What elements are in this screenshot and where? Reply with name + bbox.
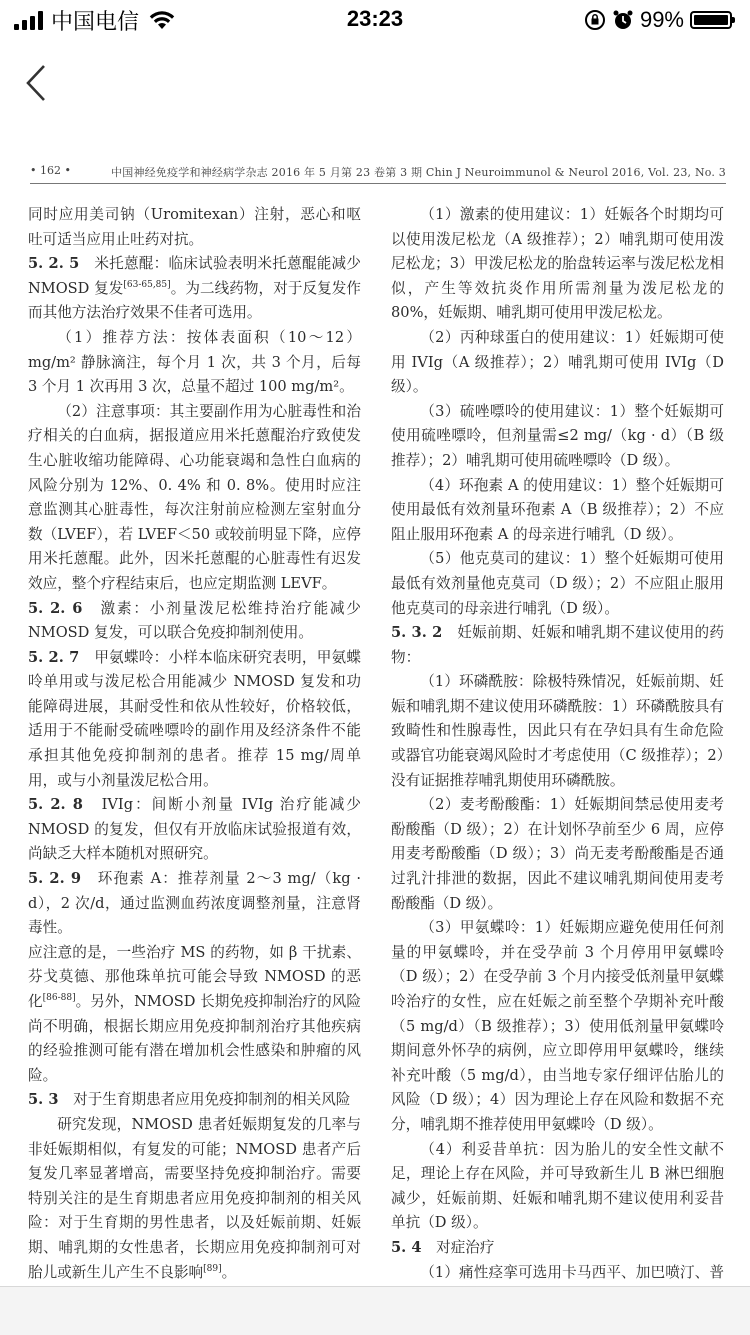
paragraph-text: 对症治疗 [436, 1238, 495, 1256]
paragraph [28, 203, 361, 252]
paragraph [391, 916, 724, 1137]
page-number: • 162 • [30, 164, 71, 177]
battery-icon [690, 11, 732, 29]
paragraph-text: （4）环孢素 A 的使用建议：1）整个妊娠期可使用最低有效剂量环孢素 A（B 级推荐）；2）不应阻止服用环孢素 A 的母亲进行哺乳（D 级）。 [391, 476, 724, 543]
paragraph-text-tail: 。 [221, 1263, 237, 1281]
paragraph-text: （1）痛性痉挛可选用卡马西平、加巴喷汀、普 [420, 1263, 724, 1281]
journal-info: 中国神经免疫学和神经病学杂志 2016 年 5 月第 23 卷第 3 期 Chin J Neuroimmunol & Neurol 2016, Vol. 23, No. 3 [111, 166, 726, 179]
paragraph-text: 对于生育期患者应用免疫抑制剂的相关风险 [73, 1091, 351, 1109]
carrier-label: 中国电信 [51, 8, 140, 34]
paragraph-text: （1）环磷酰胺：除极特殊情况，妊娠前期、妊娠和哺乳期不建议使用环磷酰胺：1）环磷酰胺具有致畸性和性腺毒性，因此只有在孕妇具有生命危险或器官功能衰竭风险时才考虑使用（C 级推荐）；2）没有证据推荐哺乳期使用环磷酰胺。 [391, 673, 724, 789]
rotation-lock-icon [584, 9, 606, 31]
clock: 23:23 [346, 6, 404, 31]
header-rule [30, 183, 726, 184]
section-paragraph [28, 597, 361, 646]
alarm-icon [612, 9, 634, 31]
paragraph-text-tail: 。另外，NMOSD 长期免疫抑制治疗的风险尚不明确，根据长期应用免疫抑制剂治疗其他疾病的经验推测可能有潜在增加机会性感染和肿瘤的风险。 [28, 993, 361, 1084]
battery-percent: 99% [639, 7, 684, 32]
paragraph-text: 同时应用美司钠（Uromitexan）注射，恶心和呕吐可适当应用止吐药对抗。 [28, 206, 361, 248]
paragraph-text: （2）丙种球蛋白的使用建议：1）妊娠期可使用 IVIg（A 级推荐）；2）哺乳期可使用 IVIg（D 级）。 [391, 328, 724, 396]
status-bar [0, 0, 750, 40]
section-paragraph [391, 621, 724, 670]
paragraph-text-tail: 。为二线药物，对于反复发作而其他方法治疗效果不佳者可选用。 [28, 279, 361, 322]
paragraph [391, 326, 724, 400]
section-number: 5. 4 [391, 1238, 422, 1256]
paragraph-text: 米托蒽醌：临床试验表明米托蒽醌能减少 NMOSD 复发 [28, 255, 361, 297]
paragraph [391, 547, 724, 621]
paragraph-text: （3）硫唑嘌呤的使用建议：1）整个妊娠期可使用硫唑嘌呤，但剂量需≤2 mg/（kg · d）（B 级推荐）；2）哺乳期可使用硫唑嘌呤（D 级）。 [391, 402, 724, 469]
paragraph-text: 妊娠前期、妊娠和哺乳期不建议使用的药物： [391, 624, 724, 666]
status-right [584, 6, 732, 34]
paragraph-text: （4）利妥昔单抗：因为胎儿的安全性文献不足，理论上存在风险，并可导致新生儿 B 淋巴细胞减少，妊娠前期、妊娠和哺乳期不建议使用利妥昔单抗（D 级）。 [391, 1140, 724, 1232]
section-number: 5. 3. 2 [391, 624, 443, 642]
paragraph [28, 941, 361, 1089]
paragraph [391, 793, 724, 916]
section-number: 5. 3 [28, 1091, 59, 1109]
paragraph [391, 400, 724, 474]
paragraph-text: 激素：小剂量泼尼松维持治疗能减少 NMOSD 复发，可以联合免疫抑制剂使用。 [28, 599, 361, 642]
bottom-bar [0, 1286, 750, 1335]
section-number: 5. 2. 8 [28, 796, 83, 814]
section-number: 5. 2. 6 [28, 599, 83, 617]
section-paragraph [28, 646, 361, 794]
citation-ref: [86-88] [42, 993, 76, 1004]
section-paragraph [391, 1236, 724, 1261]
paragraph-text: 应注意的是，一些治疗 MS 的药物，如 β 干扰素、芬戈莫德、那他珠单抗可能会导致 NMOSD 的恶化 [28, 943, 361, 1010]
paragraph-text: 研究发现，NMOSD 患者妊娠期复发的几率与非妊娠期相似，有复发的可能；NMOSD 患者产后复发几率显著增高，需要坚持免疫抑制治疗。需要特别关注的是生育期患者应用免疫抑制剂的相关风险：对于生育期的男性患者，以及妊娠前期、妊娠期、哺乳期的女性患者，长期应用免疫抑制剂可对胎儿或新生儿产生不良影响 [28, 1115, 361, 1281]
section-paragraph [28, 252, 361, 326]
paragraph-text: 环孢素 A：推荐剂量 2～3 mg/（kg · d），2 次/d，通过监测血药浓度调整剂量，注意肾毒性。 [28, 870, 361, 937]
paragraph [28, 400, 361, 597]
citation-ref: [89] [203, 1263, 222, 1274]
paragraph [391, 203, 724, 326]
right-column [391, 203, 724, 1310]
paragraph-text: （2）注意事项：其主要副作用为心脏毒性和治疗相关的白血病，据报道应用米托蒽醌治疗致使发生心脏收缩功能障碍、心功能衰竭和急性白血病的风险分别为 12%、0. 4% 和 0. 8%。使用时应注意监测其心脏毒性，每次注射前应检测左室射血分数（LVEF），若 LVEF＜50 或较前明显下降，应停用米托蒽醌。此外，因米托蒽醌的心脏毒性有迟发效应，整个疗程结束后，也应定期监测 LEVF。 [28, 402, 361, 592]
paragraph-text: 甲氨蝶呤：小样本临床研究表明，甲氨蝶呤单用或与泼尼松合用能减少 NMOSD 复发和功能障碍进展，其耐受性和依从性较好，价格较低，适用于不能耐受硫唑嘌呤的副作用及经济条件不能承担其他免疫抑制剂的患者。推荐 15 mg/周单用，或与小剂量泼尼松合用。 [28, 648, 361, 789]
paragraph [391, 474, 724, 548]
section-paragraph [28, 867, 361, 941]
section-number: 5. 2. 7 [28, 648, 80, 666]
section-number: 5. 2. 9 [28, 870, 81, 888]
paragraph [28, 1113, 361, 1285]
paragraph [391, 1138, 724, 1236]
page-header [30, 162, 726, 182]
section-number: 5. 2. 5 [28, 255, 80, 273]
citation-ref: [63-65,85] [123, 279, 171, 290]
back-chevron-icon[interactable] [18, 60, 58, 106]
paragraph [391, 670, 724, 793]
paragraph-text: （1）激素的使用建议：1）妊娠各个时期均可以使用泼尼松龙（A 级推荐）；2）哺乳期可使用泼尼松龙；3）甲泼尼松龙的胎盘转运率与泼尼松龙相似，产生等效抗炎作用所需剂量为泼尼松龙的 80%，妊娠期、哺乳期可使用甲泼尼松龙。 [391, 206, 724, 322]
left-column [28, 203, 361, 1310]
section-paragraph [28, 1088, 361, 1113]
paragraph-text: （1）推荐方法：按体表面积（10～12）mg/m² 静脉滴注，每个月 1 次，共 3 个月，后每 3 个月 1 次再用 3 次，总量不超过 100 mg/m²。 [28, 328, 361, 396]
paragraph [28, 326, 361, 400]
section-paragraph [28, 793, 361, 867]
paragraph-text: （2）麦考酚酸酯：1）妊娠期间禁忌使用麦考酚酸酯（D 级）；2）在计划怀孕前至少 6 周，应停用麦考酚酸酯（D 级）；3）尚无麦考酚酸酯是否通过乳汁排泄的数据，因此不建议哺乳期间使用麦考酚酸酯（D 级）。 [391, 796, 724, 912]
paragraph-text: （5）他克莫司的建议：1）整个妊娠期可使用最低有效剂量他克莫司（D 级）；2）不应阻止服用他克莫司的母亲进行哺乳（D 级）。 [391, 550, 724, 617]
paragraph-text: IVIg：间断小剂量 IVIg 治疗能减少 NMOSD 的复发，但仅有开放临床试验报道有效，尚缺乏大样本随机对照研究。 [28, 796, 361, 863]
paragraph-text: （3）甲氨蝶呤：1）妊娠期应避免使用任何剂量的甲氨蝶呤，并在受孕前 3 个月停用甲氨蝶呤（D 级）；2）在受孕前 3 个月内接受低剂量甲氨蝶呤治疗的女性，应在妊娠之前至整个孕期补充叶酸（5 mg/d）（B 级推荐）；3）使用低剂量甲氨蝶呤期间意外怀孕的病例，应立即停用甲氨蝶呤，继续补充叶酸（5 mg/d），由当地专家仔细评估胎儿的风险（D 级）；4）因为理论上存在风险和数据不充分，哺乳期不推荐使用甲氨蝶呤（D 级）。 [391, 919, 724, 1133]
